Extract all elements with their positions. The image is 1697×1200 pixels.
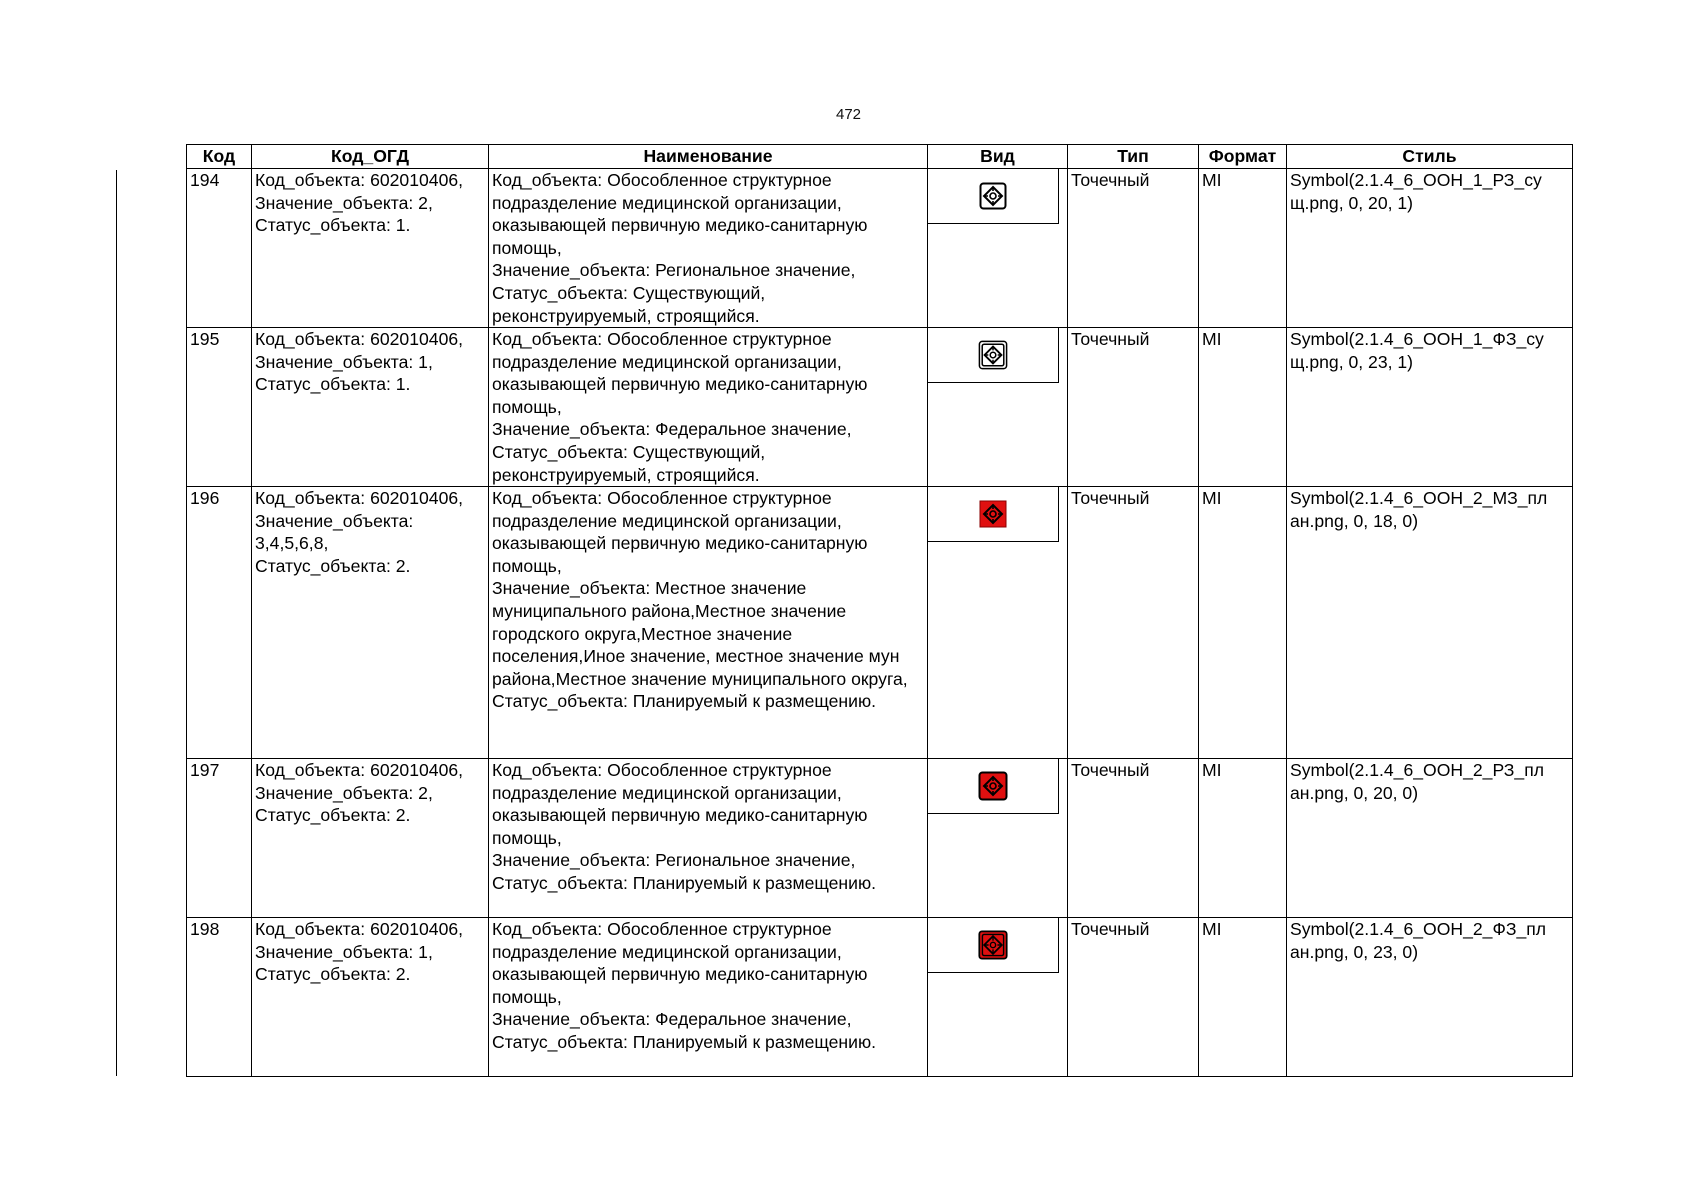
cell-kod: 196 (187, 487, 252, 759)
symbol-red-framed-icon (978, 930, 1008, 960)
cell-vid (928, 169, 1068, 328)
cell-format: MI (1199, 918, 1287, 1077)
vid-preview-box (928, 759, 1059, 814)
symbol-outline-framed-icon (978, 340, 1008, 370)
cell-tip: Точечный (1068, 487, 1199, 759)
vid-preview-box (928, 918, 1059, 973)
cell-kod: 197 (187, 759, 252, 918)
naimenovanie-text: Код_объекта: Обособленное структурное подразделение медицинской организации, оказывающей первичную медико-санитарную помощь, Значение_объекта: Федеральное значение, Статус_объекта: Планируемый к размещению. (492, 919, 877, 1052)
header-kod-ogd: Код_ОГД (252, 145, 489, 169)
table-header-row (187, 145, 1573, 169)
cell-stil: Symbol(2.1.4_6_ООН_1_РЗ_су щ.png, 0, 20, 1) (1287, 169, 1573, 328)
naimenovanie-text: Код_объекта: Обособленное структурное подразделение медицинской организации, оказывающей первичную медико-санитарную помощь, Значение_объекта: Местное значение муниципального района,Местное значение городского округа,Местное значение поселения,Иное значение, местное значение мун района,Местное значение муниципального округа, Статус_объекта: Планируемый к размещению. (492, 488, 908, 712)
cell-vid (928, 918, 1068, 1077)
header-naimenovanie: Наименование (489, 145, 928, 169)
header-vid: Вид (928, 145, 1068, 169)
symbol-red-small-icon (978, 499, 1008, 529)
naimenovanie-text: Код_объекта: Обособленное структурное подразделение медицинской организации, оказывающей первичную медико-санитарную помощь, Значение_объекта: Региональное значение, Статус_объекта: Существующий, реконструируемый, строящийся. (492, 170, 868, 326)
page-number: 472 (835, 106, 862, 123)
cell-tip: Точечный (1068, 759, 1199, 918)
symbol-outline-icon (978, 181, 1008, 211)
cell-stil: Symbol(2.1.4_6_ООН_2_МЗ_пл ан.png, 0, 18, 0) (1287, 487, 1573, 759)
table-row (187, 328, 1573, 487)
naimenovanie-text: Код_объекта: Обособленное структурное подразделение медицинской организации, оказывающей первичную медико-санитарную помощь, Значение_объекта: Федеральное значение, Статус_объекта: Существующий, реконструируемый, строящийся. (492, 329, 868, 485)
cell-kod-ogd: Код_объекта: 602010406, Значение_объекта: 1, Статус_объекта: 2. (252, 918, 489, 1077)
vid-preview-box (928, 169, 1059, 224)
table-row (187, 759, 1573, 918)
margin-line (116, 170, 117, 1076)
cell-tip: Точечный (1068, 328, 1199, 487)
cell-kod: 195 (187, 328, 252, 487)
cell-vid (928, 328, 1068, 487)
cell-stil: Symbol(2.1.4_6_ООН_2_ФЗ_пл ан.png, 0, 23, 0) (1287, 918, 1573, 1077)
cell-format: MI (1199, 169, 1287, 328)
cell-format: MI (1199, 487, 1287, 759)
cell-format: MI (1199, 328, 1287, 487)
cell-stil: Symbol(2.1.4_6_ООН_1_ФЗ_су щ.png, 0, 23, 1) (1287, 328, 1573, 487)
cell-stil: Symbol(2.1.4_6_ООН_2_РЗ_пл ан.png, 0, 20, 0) (1287, 759, 1573, 918)
header-kod: Код (187, 145, 252, 169)
cell-kod-ogd: Код_объекта: 602010406, Значение_объекта: 2, Статус_объекта: 1. (252, 169, 489, 328)
cell-tip: Точечный (1068, 169, 1199, 328)
cell-vid (928, 759, 1068, 918)
table-row (187, 487, 1573, 759)
cell-format: MI (1199, 759, 1287, 918)
table-row (187, 918, 1573, 1077)
cell-naimenovanie (489, 759, 928, 918)
naimenovanie-text: Код_объекта: Обособленное структурное подразделение медицинской организации, оказывающей первичную медико-санитарную помощь, Значение_объекта: Региональное значение, Статус_объекта: Планируемый к размещению. (492, 760, 877, 893)
cell-kod: 194 (187, 169, 252, 328)
cell-kod-ogd: Код_объекта: 602010406, Значение_объекта: 2, Статус_объекта: 2. (252, 759, 489, 918)
cell-kod: 198 (187, 918, 252, 1077)
cell-naimenovanie (489, 918, 928, 1077)
symbol-red-icon (978, 771, 1008, 801)
cell-kod-ogd: Код_объекта: 602010406, Значение_объекта: 3,4,5,6,8, Статус_объекта: 2. (252, 487, 489, 759)
cell-kod-ogd: Код_объекта: 602010406, Значение_объекта: 1, Статус_объекта: 1. (252, 328, 489, 487)
table-row (187, 169, 1573, 328)
header-format: Формат (1199, 145, 1287, 169)
symbol-table (186, 144, 1573, 1077)
vid-preview-box (928, 487, 1059, 542)
header-stil: Стиль (1287, 145, 1573, 169)
cell-naimenovanie (489, 487, 928, 759)
cell-vid (928, 487, 1068, 759)
cell-tip: Точечный (1068, 918, 1199, 1077)
cell-naimenovanie (489, 169, 928, 328)
cell-naimenovanie (489, 328, 928, 487)
header-tip: Тип (1068, 145, 1199, 169)
vid-preview-box (928, 328, 1059, 383)
